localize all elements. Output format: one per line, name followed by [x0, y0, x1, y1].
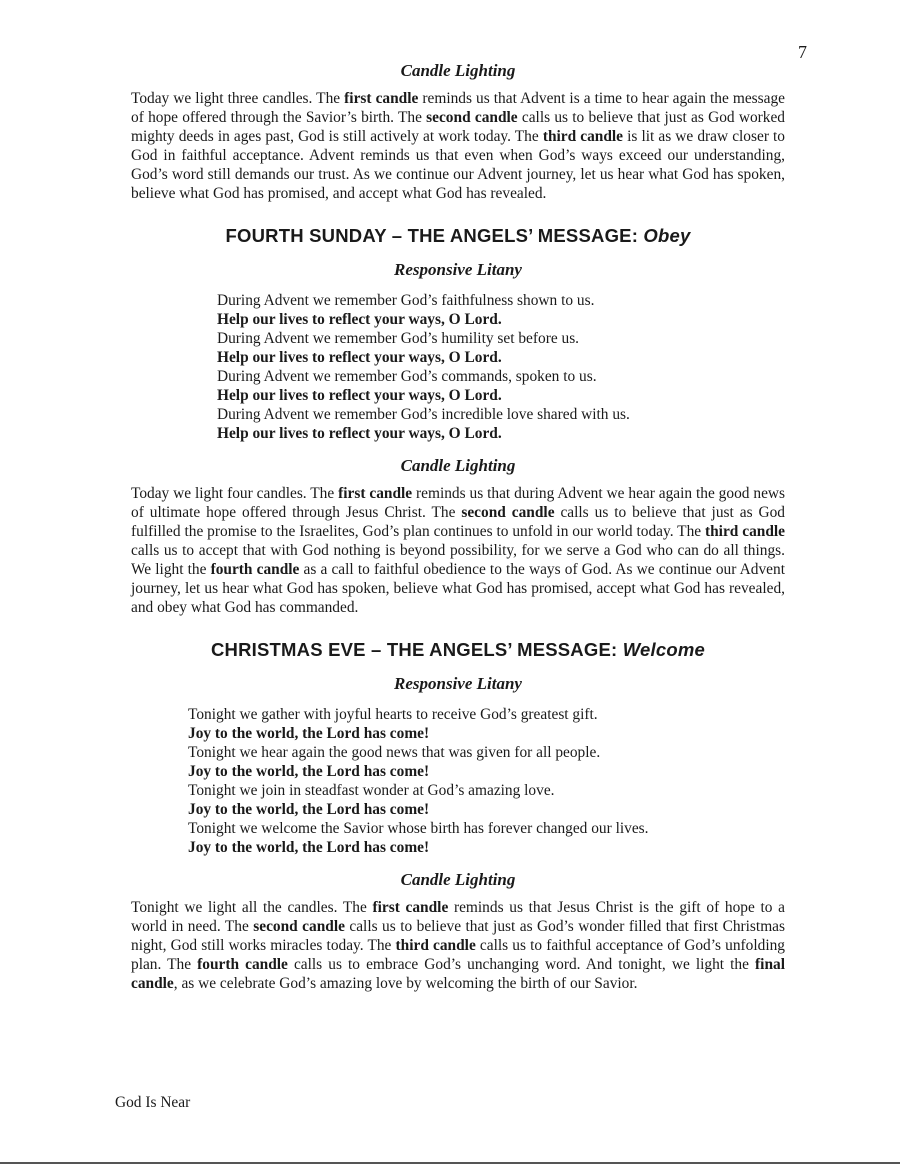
page-number: 7: [798, 42, 807, 62]
section-title-fourth-sunday: [131, 223, 785, 249]
litany-response: Help our lives to reflect your ways, O Lord.: [217, 349, 502, 366]
text-run: Today we light three candles. The: [131, 90, 345, 107]
section-title-word: Obey: [643, 225, 691, 246]
litany-heading-5: Responsive Litany: [394, 674, 522, 693]
text-run: calls us to believe that just as God fulfilled the promise to the Israelites, God’s plan continues to unfold in our world today. The: [131, 504, 785, 540]
candle-lighting-heading-4: Candle Lighting: [400, 456, 516, 475]
text-run: calls us to believe that just as God’s wonder filled that first Christmas night, God still works miracles today. The: [131, 918, 785, 954]
text-run: reminds us that during Advent we hear again the good news of ultimate hope offered through Jesus Christ. The: [131, 485, 785, 521]
text-run: as a call to faithful obedience to the ways of God. As we continue our Advent journey, let us hear what God has spoken, believe what God has promised, accept what God has revealed, and obey what God has commanded.: [131, 561, 785, 616]
bold-phrase: third candle: [705, 523, 786, 540]
litany-leader-line: Tonight we hear again the good news that was given for all people.: [188, 744, 601, 761]
candle-lighting-text-5: [131, 898, 785, 993]
bold-phrase: second candle: [426, 109, 518, 126]
litany-leader-line: During Advent we remember God’s commands, spoken to us.: [217, 368, 597, 385]
bold-phrase: fourth candle: [210, 561, 300, 578]
bold-phrase: third candle: [395, 937, 476, 954]
text-run: reminds us that Jesus Christ is the gift of hope to a world in need. The: [131, 899, 785, 935]
candle-lighting-heading-3: Candle Lighting: [400, 61, 516, 80]
responsive-litany-5: [131, 705, 785, 857]
bold-phrase: fourth candle: [197, 956, 288, 973]
litany-response: Joy to the world, the Lord has come!: [188, 801, 430, 818]
bold-phrase: final candle: [131, 956, 785, 992]
section-title-word: Welcome: [622, 639, 705, 660]
litany-leader-line: Tonight we welcome the Savior whose birth has forever changed our lives.: [188, 820, 649, 837]
text-run: calls us to embrace God’s unchanging word. And tonight, we light the: [287, 956, 756, 973]
bold-phrase: second candle: [461, 504, 555, 521]
bold-phrase: first candle: [344, 90, 419, 107]
litany-leader-line: Tonight we join in steadfast wonder at God’s amazing love.: [188, 782, 555, 799]
litany-leader-line: During Advent we remember God’s faithfulness shown to us.: [217, 292, 595, 309]
litany-response: Help our lives to reflect your ways, O Lord.: [217, 311, 502, 328]
candle-lighting-text-4: [131, 484, 785, 617]
litany-leader-line: During Advent we remember God’s incredible love shared with us.: [217, 406, 630, 423]
text-run: is lit as we draw closer to God in faithful acceptance. Advent reminds us that even when God’s ways exceed our understanding, God’s word still demands our trust. As we continue our Advent journey, let us hear what God has spoken, believe what God has promised, and accept what God has revealed.: [131, 128, 786, 202]
bold-phrase: first candle: [338, 485, 413, 502]
candle-lighting-heading-5: Candle Lighting: [400, 870, 516, 889]
footer-book-title: God Is Near: [115, 1094, 191, 1111]
litany-response: Help our lives to reflect your ways, O Lord.: [217, 387, 502, 404]
section-title-prefix: FOURTH SUNDAY – THE ANGELS’ MESSAGE:: [225, 225, 644, 246]
text-run: calls us to faithful acceptance of God’s unfolding plan. The: [131, 937, 785, 973]
text-run: calls us to accept that with God nothing is beyond possibility, for we serve a God who can do all things. We light the: [131, 542, 785, 578]
page-content: [131, 58, 785, 993]
litany-response: Help our lives to reflect your ways, O Lord.: [217, 425, 502, 442]
litany-leader-line: Tonight we gather with joyful hearts to receive God’s greatest gift.: [188, 706, 598, 723]
text-run: calls us to believe that just as God worked mighty deeds in ages past, God is still actively at work today. The: [131, 109, 785, 145]
text-run: Tonight we light all the candles. The: [131, 899, 373, 916]
responsive-litany-4: [131, 291, 785, 443]
litany-response: Joy to the world, the Lord has come!: [188, 725, 430, 742]
section-title-christmas-eve: [131, 637, 785, 663]
text-run: , as we celebrate God’s amazing love by welcoming the birth of our Savior.: [173, 975, 638, 992]
litany-response: Joy to the world, the Lord has come!: [188, 839, 430, 856]
litany-heading-4: Responsive Litany: [394, 260, 522, 279]
candle-lighting-text-3: [131, 89, 785, 203]
section-title-prefix: CHRISTMAS EVE – THE ANGELS’ MESSAGE:: [210, 639, 623, 660]
bold-phrase: third candle: [542, 128, 624, 145]
litany-response: Joy to the world, the Lord has come!: [188, 763, 430, 780]
litany-leader-line: During Advent we remember God’s humility set before us.: [217, 330, 580, 347]
text-run: Today we light four candles. The: [131, 485, 339, 502]
bold-phrase: first candle: [372, 899, 449, 916]
bold-phrase: second candle: [253, 918, 345, 935]
text-run: reminds us that Advent is a time to hear again the message of hope offered through the Savior’s birth. The: [131, 90, 786, 126]
